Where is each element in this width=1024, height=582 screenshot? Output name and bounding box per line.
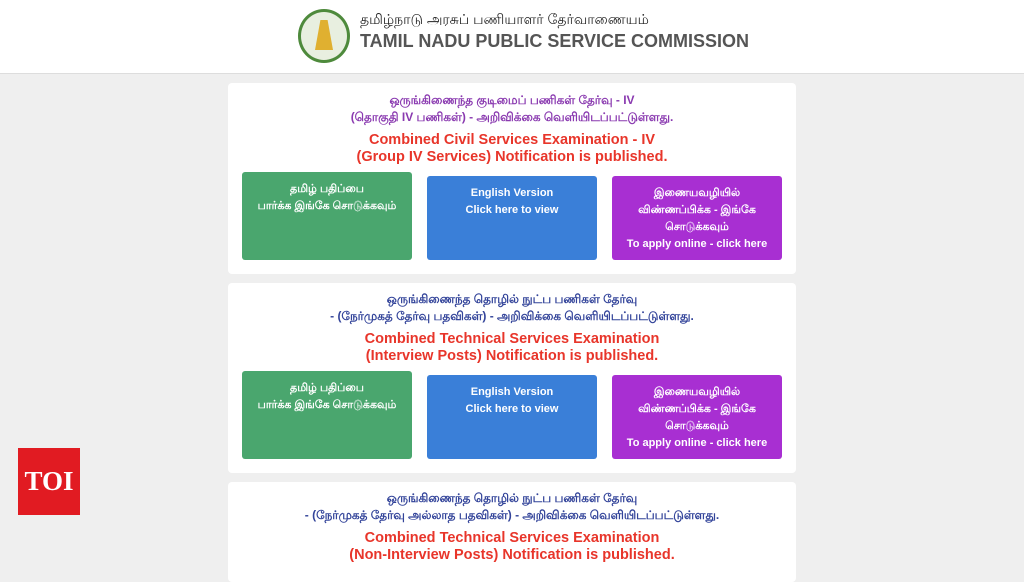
english-version-button[interactable]: English Version Click here to view (427, 176, 597, 260)
tn-emblem-logo (298, 9, 350, 63)
tamil-heading-2: - (நேர்முகத் தேர்வு அல்லாத பதவிகள்) - அறிவிக்கை வெளியிடப்பட்டுள்ளது. (304, 508, 720, 522)
tamil-version-button[interactable]: தமிழ் பதிப்பை பார்க்க இங்கே சொடுக்கவும் (242, 371, 412, 459)
english-heading-2: (Interview Posts) Notification is published. (365, 348, 659, 364)
notification-card-technical-non-interview (228, 482, 796, 582)
tamil-heading-2: - (நேர்முகத் தேர்வு பதவிகள்) - அறிவிக்கை வெளியிடப்பட்டுள்ளது. (330, 309, 694, 323)
toi-watermark-logo: TOI (18, 448, 80, 515)
notification-card-group-iv (228, 83, 796, 274)
tamil-heading-1: ஒருங்கிணைந்த தொழில் நுட்ப பணிகள் தேர்வு (386, 491, 638, 505)
english-heading-2: (Non-Interview Posts) Notification is published. (349, 547, 675, 563)
notification-card-technical-interview (228, 283, 796, 473)
apply-online-button[interactable]: இணையவழியில் விண்ணப்பிக்க - இங்கே சொடுக்கவும் To apply online - click here (612, 375, 782, 459)
tamil-heading-1: ஒருங்கிணைந்த தொழில் நுட்ப பணிகள் தேர்வு (386, 292, 638, 306)
english-heading-1: Combined Technical Services Examination (364, 530, 660, 546)
tamil-heading-2: (தொகுதி IV பணிகள்) - அறிவிக்கை வெளியிடப்பட்டுள்ளது. (350, 110, 674, 124)
apply-online-button[interactable]: இணையவழியில் விண்ணப்பிக்க - இங்கே சொடுக்கவும் To apply online - click here (612, 176, 782, 260)
header-title-english: TAMIL NADU PUBLIC SERVICE COMMISSION (360, 31, 750, 51)
tamil-version-button[interactable]: தமிழ் பதிப்பை பார்க்க இங்கே சொடுக்கவும் (242, 172, 412, 260)
english-heading-1: Combined Technical Services Examination (364, 331, 660, 347)
english-version-button[interactable]: English Version Click here to view (427, 375, 597, 459)
site-header (0, 0, 1024, 74)
tamil-heading-1: ஒருங்கிணைந்த குடிமைப் பணிகள் தேர்வு - IV (389, 93, 635, 107)
english-heading-1: Combined Civil Services Examination - IV (368, 132, 656, 148)
english-heading-2: (Group IV Services) Notification is published. (356, 149, 668, 165)
header-title-tamil: தமிழ்நாடு அரசுப் பணியாளர் தேர்வாணையம் (360, 11, 649, 27)
